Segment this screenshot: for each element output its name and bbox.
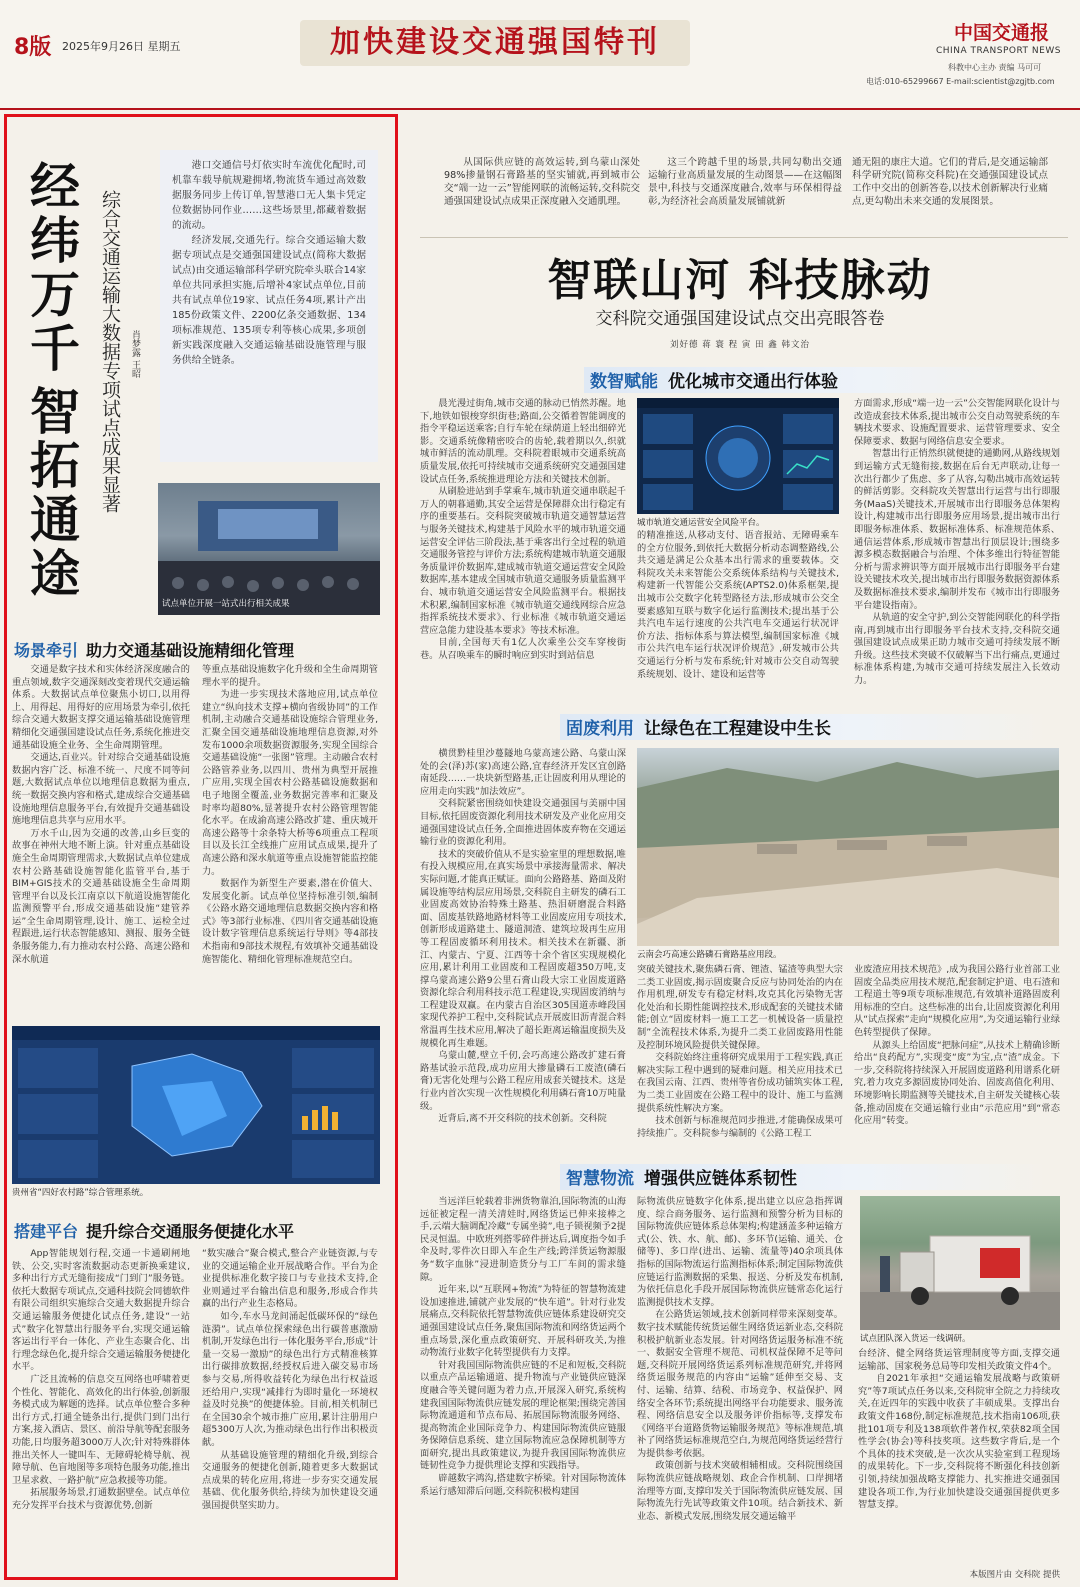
- article-column: [854, 398, 1060, 700]
- lead-column: [852, 156, 1048, 234]
- article-paragraph: 从基础设施管理的精细化升级,到综合交通服务的便捷化创新,随着更多大数据试点成果的转化应用,将进一步夯实交通发展基础、优化服务供给,持续为加快建设交通强国提供坚实助力。: [202, 1449, 378, 1511]
- article-column: [12, 664, 190, 1018]
- photo-caption: 贵州省“四好农村路”综合管理系统。: [12, 1188, 149, 1198]
- article-paragraph: 晨光漫过街角,城市交通的脉动已悄然苏醒。地下,地铁如银梭穿织街巷;路面,公交循着智能调度的指令平稳运送乘客;自行车轮在绿荫道上轻出细碎光影。交通系统像精密咬合的齿轮,载着期以久,织就城市鲜活的流动肌理。交科院着眼城市交通系统高质量发展,依托可持续城市交通系统研究交通强国建设试点任务,系统推进理论方法和关键技术创新。: [420, 398, 626, 485]
- article-paragraph: 辟越数字鸿沟,搭建数字桥梁。针对国际物流体系运行感知滞后问题,交科院积极构建国: [420, 1473, 626, 1497]
- article-paragraph: 交科院始终注重将研究成果用于工程实践,真正解决实际工程中遇到的疑难问题。相关应用技术已在我国云南、江西、贵州等省份成功铺筑实体工程,为二类工业固废在公路工程中的设计、施工与监测提供系统性解决方案。: [637, 1052, 843, 1114]
- article-paragraph: 目前,全国每天有1亿人次乘坐公交车穿梭街巷。从召唤乘车的瞬时响应到实时到站信息: [420, 637, 626, 661]
- article-paragraph: 等重点基础设施数字化升级和全生命周期管理水平的提升。: [202, 664, 378, 688]
- photo-credit: 本版图片由 交科院 提供: [969, 1570, 1060, 1580]
- editor-info: 科教中心主办 责编 马可可: [948, 63, 1042, 72]
- article-paragraph: 横贯黔桂里沙蔓隧地乌蒙高速公路、乌蒙山深处的会(泽)苏(家)高速公路,宜春经济开发区宜创路南延段……一块块新型路基,正让固废利用从理论的应用走向实践“加法效应”。: [420, 748, 626, 797]
- section-tag: 数智赋能: [590, 372, 658, 392]
- article-paragraph: 交通是数字技术和实体经济深度融合的重点领域,数字交通深刻改变着现代交通运输体系。大数据试点单位聚焦小切口,以用得上、用得起、用得好的应用场景为牵引,依托综合交通大数据支撑交通运输基础设施管理精细化交通强国建设试点任务,系统化推进交通基础设施全业务、全生命周期管理。: [12, 664, 190, 751]
- conference-photo-graphic: [158, 483, 380, 615]
- roadbed-graphic: [637, 748, 1059, 946]
- article-paragraph: 际物流供应链数字化体系,提出建立以应急指挥调度、综合商务服务、运行监测和预警分析为目标的国际物流供应链体系总体架构;构建涵盖多种运输方式(公、铁、水、航、邮)、多环节(运输、通关、仓储等)、多口岸(进出、运输、流量等)40余项具体指标的国际物流运行监测指标体系;制定国际物流供应链运行监测数据的采集、报送、分析及发布机制,为依托信息化手段开展国际物流供应链常态化运行监测提供技术支撑。: [637, 1196, 843, 1308]
- section-tag: 固废利用: [566, 719, 634, 739]
- article-paragraph: 针对我国国际物流供应链的不足和短板,交科院以重点产品运输通道、提升物流与产业链供应链深度融合等关键问题为着力点,开展深入研究,系统构建我国国际物流供应链发展的理论框架;围绕完善国际物流通道和节点布局、拓展国际物流服务网络、提高物流企业国际竞争力、构建国际物流供应链服务保障信息系统、建立国际物流应急保障机制等方面研究,提出具政策建议,为提升我国国际物流供应链韧性竞争力提供理论支撑和实践指导。: [420, 1359, 626, 1472]
- truck-graphic: [860, 1196, 1060, 1330]
- article-paragraph: 台经济、健全网络货运管理制度等方面,支撑交通运输部、国家税务总局等印发相关政策文件4个。: [858, 1348, 1060, 1372]
- truck-photo: [860, 1196, 1060, 1330]
- article-column: [202, 1248, 378, 1578]
- article-paragraph: “数实融合”聚合模式,整合产业链资源,与专业的交通运输企业开展战略合作。平台为企业提供标准化数字接口与专业技术支持,企业则通过平台输出信息和服务,形成合作共赢的出行产业生态格局。: [202, 1248, 378, 1310]
- article-paragraph: 技术创新与标准规范同步推进,才能确保成果可持续推广。交科院参与编制的《公路工程工: [637, 1115, 843, 1139]
- conference-photo: [158, 483, 380, 615]
- article-paragraph: 广泛且流畅的信息交互网络也呼啸着更个性化、智能化、高效化的出行体验,创新服务模式成为解题的选择。试点单位整合多种出行方式,打通全链条出行,提供门到门出行方案,接入酒店、景区、前沿导航等配套服务功能,日均服务超3000万人次;针对特殊群体推出关怀人一键叫车、无障碍轮椅导航、视障导航、色盲地图等多项特色服务功能,推出卫星求救、一路护航”应急救援等功能。: [12, 1373, 190, 1486]
- page-number: 8版: [14, 35, 52, 60]
- section-title: 提升综合交通服务便捷化水平: [86, 1222, 295, 1241]
- photo-caption: 试点单位开展一站式出行相关成果: [162, 599, 290, 609]
- article-paragraph: 的精准推送,从移动支付、语音报站、无障碍乘车的全方位服务,到依托大数据分析动态调整路线,公共交通是满足公众基本出行需求的重要载体。交科院攻关未来智能公交系统体系结构与关键技术,构建新一代智能公交系统(APTS2.0)体系框架,提出城市公交数字化转型路径方法,形成城市公交全要素感知互联与数字化运行监测技术;提出基于公共汽电车运行速度的公共汽电车交通运行状况评价方法、指标体系与算法模型,编制国家标准《城市公共汽电车运行状况评价规范》,研发城市公共交通运行分析与发布系统;针对城市公交自动驾驶系统规划、设计、建设和运营等: [637, 530, 839, 680]
- platform-graphic: [637, 398, 839, 514]
- management-system-screenshot: [12, 1026, 380, 1184]
- article-column: [420, 748, 626, 1152]
- section-heading: [560, 1164, 1050, 1190]
- dashboard-graphic: [12, 1026, 380, 1184]
- article-paragraph: 智慧出行正悄然织就便捷的通勤网,从路线规划到运输方式无缝衔接,数据在后台无声联动,让每一次出行都少了焦虑、多了从容,勾勒出城市高效运转的鲜活剪影。交科院攻关智慧出行运营与出行即服务(MaaS)关键技术,开展城市出行即服务总体架构设计,构建城市出行即服务应用场景,提出城市出行即服务标准体系、数据标准体系、标准规范体系、通信运营体系,形成城市智慧出行顶层设计;围绕多源多模态数据融合与治理、个体多维出行特征智能分析与需求辨识等方面开展城市出行即服务平台建设关键技术攻关,提出城市出行即服务数据资源体系及数据标准技术要求,编制并发布《城市出行即服务平台建设指南》。: [854, 448, 1060, 611]
- article-paragraph: 万水千山,因为交通的改善,山乡巨变的故事在神州大地不断上演。针对重点基础设施全生命周期管理需求,大数据试点单位建成农村公路基础设施智能化监管平台,基于BIM+GIS技术的交通基础设施全生命周期管理平台以及长江南京以下航道设施智能化监测预警平台,形成交通基础设施“建管养运”全生命周期管理,设计、施工、运检全过程跟进,运行状态智能感知、测报、服务全链条服务能力,有力推动农村公路、高速公路和深水航道: [12, 827, 190, 965]
- article-paragraph: 数据作为新型生产要素,潜在价值大、发展变化新。试点单位坚持标准引领,编制《公路水路交通地理信息数据交换内容和格式》等3部行业标准、《四川省交通基础设施设计数字管理信息系统运行导则》等4部技术指南和9部技术规程,有效填补交通基础设施智能化、精细化管理标准规范空白。: [202, 878, 378, 965]
- issue-date: 2025年9月26日 星期五: [62, 40, 181, 53]
- article-paragraph: 拓展服务场景,打通数据壁垒。试点单位充分发挥平台技术与资源优势,创新: [12, 1487, 190, 1511]
- article-column: [858, 1348, 1060, 1566]
- section-tag: 搭建平台: [14, 1222, 79, 1241]
- article-column: [12, 1248, 190, 1578]
- newspaper-logo: 中国交通报: [954, 22, 1050, 44]
- photo-caption: 城市轨道交通运营安全风险平台。: [637, 518, 765, 528]
- article-paragraph: 近年来,以“互联网+物流”为特征的智慧物流建设加速推进,铺就产业发展的“快车道”。针对行业发展痛点,交科院依托智慧物流供应链体系建设研究交通强国建设试点任务,聚焦国际物流和网络货运两个重点场景,深化重点政策研究、开展科研攻关,为推动物流行业数字化转型提供有力支撑。: [420, 1284, 626, 1359]
- article-paragraph: 政策创新与技术突破相辅相成。交科院围绕国际物流供应链战略规划、政企合作机制、口岸拥堵治理等方面,支撑印发关于国际物流供应链发展、国际物流先行先试等政策文件10项。结合新技术、新业态、新模式发展,围绕发展交通运输平: [637, 1460, 843, 1522]
- article-paragraph: App智能规划行程,交通一卡通刷闸地铁、公交,实时客流数据动态更新换乘建议,多种出行方式无缝衔接成“门到门”服务链。依托大数据专项试点,交通科技院会同德软件有限公司组织实施综合交通大数据提升综合交通运输服务便捷化试点任务,建设“一站式”数字化智慧出行服务平台,实现交通运输客运出行平台一体化、产业生态聚合化、出行理念绿色化,提升综合交通运输服务便捷化水平。: [12, 1248, 190, 1373]
- article-paragraph: 业废渣应用技术规范》,成为我国公路行业首部工业固废全品类应用技术规范,配套制定护道、电石渣和工程道土等9项专项标准规范,有效填补道路固废利用标准的空白。这些标准的出台,让固废资源化利用从“试点探索”走向“规模化应用”,为交通运输行业绿色转型提供了保障。: [854, 964, 1060, 1038]
- main-headline: 智联山河 科技脉动: [547, 255, 933, 306]
- article-paragraph: 为进一步实现技术落地应用,试点单位建立“纵向技术支撑+横向省级协同”的工作机制,主动融合交通基础设施综合管理业务,汇聚全国交通基础设施地理信息资源,对外发布1000余项数据资源服务,实现全国综合交通基础设施“一张图”管理。主动融合农村公路管养业务,以四川、贵州为典型开展推广应用,实现全国农村公路基础设施数据和电子地图全覆盖,业务数据完善率和汇聚及时率均超80%,显著提升农村公路管理智能化水平。在成渝高速公路改扩建、重庆城开高速公路等十余条特大桥等6项重点工程项目以及长江全线推广应用试点成果,提升了高速公路和深水航道等重点设施智能监控能力。: [202, 689, 378, 877]
- section-tag: 场景牵引: [14, 641, 79, 660]
- article-paragraph: 交通达,百业兴。针对综合交通基础设施数据内容广泛、标准不统一、尺度不同等问题,大数据试点单位以地理信息数据为重点,统一数据交换内容和格式,建成综合交通基础设施地理信息服务平台,有效提升交通基础设施地理信息共享与应用水平。: [12, 752, 190, 827]
- left-headline-2: 智拓通途: [30, 382, 80, 603]
- left-subheadline: 综合交通运输大数据专项试点成果显著: [99, 190, 121, 513]
- section-title: 增强供应链体系韧性: [644, 1169, 797, 1189]
- article-paragraph: 从源头上给固废“把脉问症”,从技术上精确诊断给出“良药配方”,实现变“废”为宝,点“渣”成金。下一步,交科院将持续深入开展固废道路利用谱系化研究,着力攻克多源固废协同处治、固废高值化利用、环境影响长期监测等关键技术,自主研发关键核心装备,推动固废在交通运输行业由“示范应用”到“常态化应用”转变。: [854, 1039, 1060, 1127]
- main-byline: 刘好德 蒋 寰 程 寅 田 鑫 韩文治: [670, 340, 810, 350]
- section-title: 让绿色在工程建设中生长: [644, 719, 831, 739]
- article-column: [420, 1196, 626, 1578]
- article-paragraph: 从刷脸进站到手掌乘车,城市轨道交通串联起千万人的朝暮通勤,其安全运营是保障群众出行稳定有序的重要基石。交科院突破城市轨道交通智慧运营与服务关键技术,构建基于风险水平的城市轨道交通运营安全评估三阶段法,基于乘客出行全过程的轨道交通服务管控与评价方法;系统构建城市轨道交通服务质量评价数据库,建成城市轨道交通运营安全风险数据库,基本建成全国城市轨道交通服务质量监测平台、城市轨道交通运营安全风险监测平台。根据技术积累,编制国家标准《城市轨道交通线网综合应急指挥系统技术要求》、行业标准《城市轨道交通运营应急能力建设基本要求》等技术标准。: [420, 486, 626, 636]
- article-column: [202, 664, 378, 1018]
- article-paragraph: 突破关键技术,聚焦磷石膏、锂渣、锰渣等典型大宗二类工业固废,揭示固废聚合反应与协同处治的内在作用机理,研发专有稳定材料,攻克其化污染物无害化处治和长期性能调控技术,形成配套的关键技术储能;创立“固废材料一施工工艺一机械设备一质量控制”全流程技术体系,为提升二类工业固废路用性能及控制环境风险提供关键保障。: [637, 964, 843, 1051]
- section-title: 助力交通基础设施精细化管理: [86, 641, 295, 660]
- article-paragraph: 如今,车水马龙间涌起低碳环保的“绿色涟漪”。试点单位探索绿色出行碳普惠激励机制,开发绿色出行一体化服务平台,形成“计量一交易一激励”的绿色出行方式精准核算出行碳排放数据,经授权后进入碳交易市场参与交易,所得收益转化为绿色出行权益返还给用户,实现“减排行为即时量化一环境权益及时兑换”的便捷体验。目前,相关机制已在全国30余个城市推广应用,累计注册用户超5300万人次,为推动绿色出行作出积极贡献。: [202, 1310, 378, 1448]
- article-column: [637, 1196, 843, 1578]
- banner-title: 加快建设交通强国特刊: [330, 25, 660, 60]
- lead-paragraph: 这三个跨越千里的场景,共同勾勒出交通运输行业高质量发展的生动图景——在这幅图景中,科技与交通深度融合,效率与环保相得益彰,为经济社会高质量发展铺就新: [648, 157, 842, 207]
- lead-paragraph: 通无阻的康庄大道。它们的背后,是交通运输部科学研究院(简称交科院)在交通强国建设试点工作中交出的创新答卷,以技术创新解决行业痛点,更勾勒出未来交通的发展图景。: [852, 157, 1048, 207]
- left-headline-1: 经纬万千: [30, 157, 80, 378]
- contact-info: 电话:010-65299667 E-mail:scientist@zgjtb.com: [866, 77, 1055, 86]
- article-column: [637, 530, 839, 700]
- lead-column: [648, 156, 842, 234]
- newspaper-logo-en: CHINA TRANSPORT NEWS: [936, 46, 1061, 56]
- section-heading: [560, 714, 1050, 740]
- article-paragraph: 技术的突破价值从不是实验室里的理想数据,唯有投入规模应用,在真实场景中承接海量需求、解决实际问题,才能真正赋证。面向公路路基、路面及附属设施等结构层应用场景,交科院自主研发的磷石工业固废高效协治特殊土路基、热泪研磨混合料路面、固废基铁路地路材料等工业固废应用专项技术,创新形成道路建土、隧道洞渣、建筑垃圾再生应用等工程固废循环利用技术。相关技术在新疆、浙江、内蒙古、宁夏、江西等十余个省区实现规模化应用,累计利用工业固废和工程固废超350万吨,支撑乌蒙高速公路9公里石膏山段大宗工业固废道路资源化综合利用科技示范工程建设,实现固废消纳与工程建设双赢。在内蒙古自治区305国道赤峰段国家现代养护工程中,交科院试点开展废旧沥青混合料常温再生技术应用,解决了超长距离运输温度损失及规模化再生难题。: [420, 848, 626, 1049]
- section-title: 优化城市交通出行体验: [668, 372, 838, 392]
- lead-column: [444, 156, 640, 234]
- article-paragraph: 从轨道的安全守护,到公交智能网联化的科学指南,再到城市出行即服务平台技术支持,交科院交通强国建设试点成果正助力城市交通可持续发展不断升级。这些技术突破不仅破解当下出行痛点,更通过标准体系构建,为城市交通可持续发展注入长效动力。: [854, 612, 1060, 687]
- article-paragraph: 当远洋巨轮载着非洲货物靠泊,国际物流的山海远征被定程一清关清娃时,网络货运已伸来接棒之手,云端大脑调配冷藏“专属坐骑”,电子锁视频予2提民灵恒温。中欧班列搭零碎件拼达后,调度指令如手伞及时,零件次日即入车企生产线;跨洋货运物源服务“数字血脉”浸进制造货分与工厂车间的需求缝隙。: [420, 1196, 626, 1283]
- article-paragraph: 近背后,离不开交科院的技术创新。交科院: [438, 1113, 607, 1125]
- platform-screenshot: [637, 398, 839, 514]
- article-column: [420, 398, 626, 700]
- roadbed-photo: [637, 748, 1059, 946]
- article-paragraph: 自2021年承担“交通运输发展战略与政策研究”等7项试点任务以来,交科院审全院之力持续攻关,在近四年的实践中收获了丰硕成果。支撑出台政策文件168份,制定标准规范,技术指南106项,获批101项专利及138项软件著作权,荣获82项全国性学会(协会)等科技奖项。这些数字背后,是一个个具体的技术突破,是一次次从实验室到工程现场的成果转化。下一步,交科院将不断强化科技创新引领,持续加强战略支撑能力、扎实推进交通强国建设各项工作,为行业加快建设交通强国提供更多智慧支撑。: [858, 1373, 1060, 1511]
- section-heading: [14, 1219, 294, 1242]
- photo-caption: 云南会巧高速公路磷石膏路基应用段。: [637, 950, 782, 960]
- intro-paragraph: 港口交通信号灯依实时车流优化配时,司机靠车载导航规避拥堵,物流货车通过高效数据服务同步上传订单,智慧港口无人集卡凭定位数据协同作业……这些场景里,都藏着数据的流动。: [172, 160, 366, 231]
- article-column: [854, 964, 1060, 1152]
- section-heading: [584, 367, 1054, 393]
- intro-paragraph: 经济发展,交通先行。综合交通运输大数据专项试点是交通强国建设试点(简称大数据试点)由交通运输部科学研究院牵头联合14家单位共同承担实施,后增补4家试点单位,目前共有试点单位19家、试点任务4项,累计产出185份政策文件、2200亿条交通数据、134项标准规范、135项专利等核心成果,多项创新实践深度融入交通运输基础设施管理与服务供给全链条。: [172, 235, 366, 366]
- main-subheadline: 交科院交通强国建设试点交出亮眼答卷: [595, 309, 885, 329]
- left-intro-box: [160, 150, 378, 462]
- article-paragraph: 方面需求,形成“端一边一云”公交智能网联化设计与改造成套技术体系,提出城市公交自动驾驶系统的车辆技术要求、设施配置要求、运营管理要求、安全保障要求、数据与网络信息安全要求。: [854, 398, 1060, 447]
- article-paragraph: 乌蒙山麓,壁立千仞,会巧高速公路改扩建石膏路基试验示范段,成功应用大掺量磷石工废渣(磷石膏)无害化处理与公路工程应用成套关键技术。这是行业内首次实现一次性规模化利用磷石膏10万吨量级。: [420, 1050, 626, 1112]
- article-paragraph: 交科院紧密围绕如快建设交通强国与美丽中国目标,依托固废资源化利用技术研发及产业化应用交通强国建设试点任务,全面推进固体废弃物在交通运输行业的资源化利用。: [420, 798, 626, 848]
- photo-caption: 试点团队深入货运一线调研。: [860, 1334, 971, 1344]
- section-tag: 智慧物流: [566, 1169, 634, 1189]
- lead-paragraph: 从国际供应链的高效运转,到乌蒙山深处98%掺量钢石膏路基的坚实铺就,再到城市公交“端一边一云”智能网联的流畅运转,交科院交通强国建设试点成果正深度融入交通肌理。: [444, 157, 640, 207]
- article-column: [637, 964, 843, 1152]
- left-byline: 肖梦露 王昭: [130, 330, 140, 378]
- section-heading: [14, 638, 294, 661]
- article-paragraph: 在公路货运领域,技术创新同样带来深刻变革。数字技术赋能传统货运催生网络货运新业态,交科院积极护航新业态发展。针对网络货运服务标准不统一、数据安全管理不规范、司机权益保障不足等问题,交科院开展网络货运系列标准规范研究,并将网络货运服务规范的内容由“运输”延伸至交易、支付、运输、结算、结税、市场竞争、权益保护、网络安全各环节;系统提出网络平台功能要求、服务流程、网络信息安全以及服务评价指标等,支撑发布《网络平台道路货物运输服务规范》等标准规范,填补了网络货运标准规范空白,为规范网络货运经营行为提供参考依据。: [637, 1309, 843, 1459]
